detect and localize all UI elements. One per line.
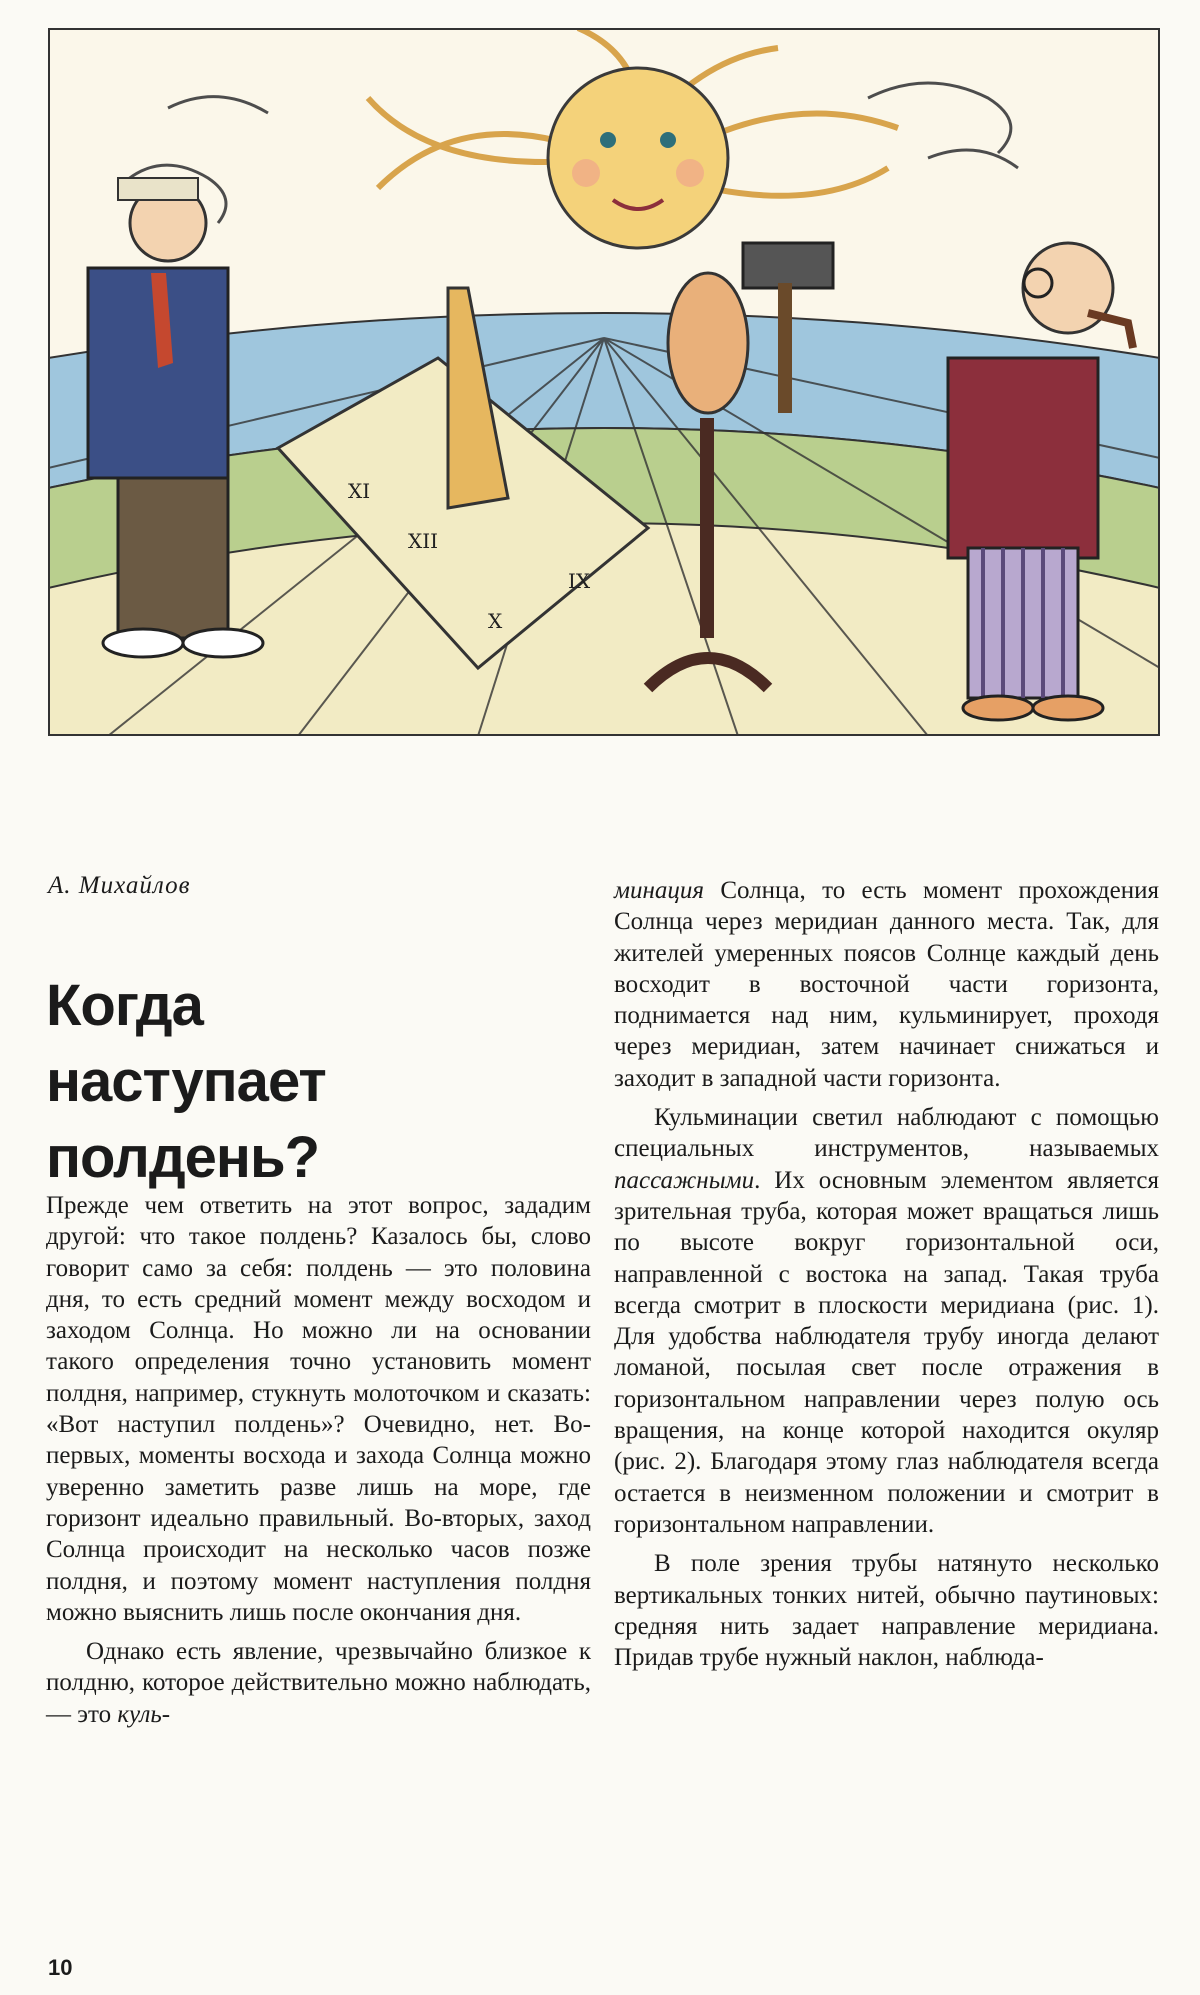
right-column	[614, 875, 1159, 1673]
paragraph-4-before: Кульминации светил наблюдают с помощью специальных инструментов, называемых	[614, 1104, 1159, 1163]
paragraph-1: Прежде чем ответить на этот вопрос, зададим другой: что такое полдень? Казалось бы, слово говорит само за себя: полдень — это половина дня, то есть средний момент между восходом и заходом Солнца. Но можно ли на основании такого определения точно установить момент полдня, например, стукнуть молоточком и сказать: «Вот наступил полдень»? Очевидно, нет. Во-первых, моменты восхода и захода Солнца можно уверенно заметить разве лишь на море, где горизонт идеально правильный. Во-вторых, заход Солнца происходит на несколько часов позже полдня, и поэтому момент наступления полдня можно выяснить лишь после окончания дня.	[46, 1192, 591, 1626]
title-line-1: Когда	[46, 973, 203, 1038]
paragraph-4	[614, 1102, 1159, 1540]
paragraph-2-text: Однако есть явление, чрезвычайно близкое к полдню, которое действительно можно наблюдать, — это	[46, 1638, 591, 1728]
paragraph-4-italic: пассажными	[614, 1166, 755, 1194]
article-title	[46, 968, 606, 1196]
paragraph-2-italic: куль-	[117, 1700, 171, 1728]
title-line-2: наступает полдень?	[46, 1049, 326, 1190]
paragraph-4-after: . Их основным элементом является зрительная труба, которая может вращаться лишь по высоте вокруг горизонтальной оси, направленной с востока на запад. Такая труба всегда смотрит в плоскости меридиана (рис. 1). Для удобства наблюдателя трубу иногда делают ломаной, посылая свет после отражения в горизонтальном направлении через полую ось вращения, на конце которой находится окуляр (рис. 2). Благодаря этому глаз наблюдателя всегда остается в неизменном положении и смотрит в горизонтальном направлении.	[614, 1166, 1159, 1538]
svg-text:XI: XI	[348, 479, 371, 503]
author-name: А. Михайлов	[48, 872, 191, 899]
paragraph-2	[46, 1636, 591, 1730]
paragraph-5: В поле зрения трубы натянуто несколько вертикальных тонких нитей, обычно паутиновых: средняя нить задает направление меридиана. Придав трубе нужный наклон, наблюда-	[614, 1550, 1159, 1672]
svg-text:XII: XII	[408, 529, 439, 553]
sundial-cartoon	[48, 28, 1160, 736]
paragraph-3	[614, 875, 1159, 1094]
paragraph-3-italic: минация	[614, 877, 704, 904]
left-column	[46, 1190, 591, 1730]
page-number: 10	[48, 1955, 73, 1980]
svg-text:IX: IX	[568, 569, 591, 593]
svg-text:X: X	[488, 609, 503, 633]
cartoon-illustration	[48, 28, 1160, 736]
paragraph-3-text: Солнца, то есть момент прохождения Солнца через меридиан данного места. Так, для жителей умеренных поясов Солнце каждый день восходит в восточной части горизонта, поднимается над ним, кульминирует, проходя через меридиан, затем начинает снижаться и заходит в западной части горизонта.	[614, 877, 1159, 1092]
